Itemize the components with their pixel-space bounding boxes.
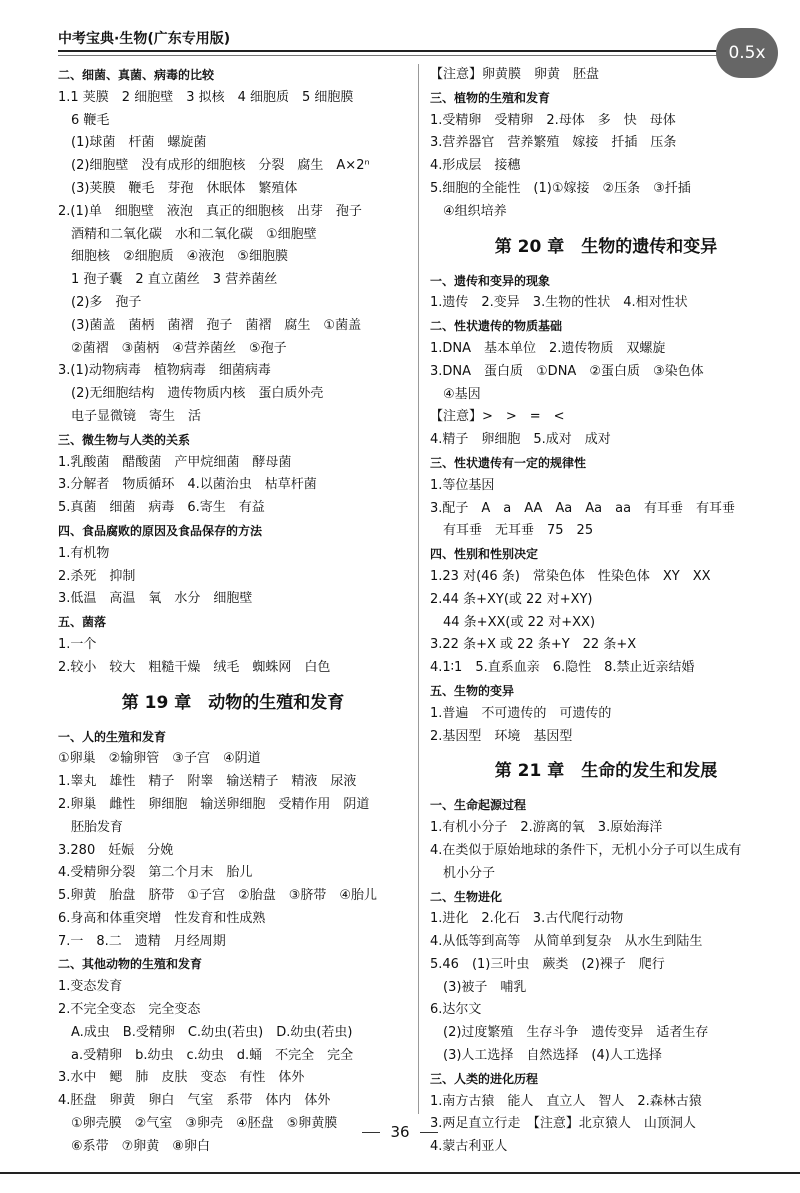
section-heading: 一、人的生殖和发育 xyxy=(58,729,167,744)
answer-line: 4.受精卵分裂 第二个月末 胎儿 xyxy=(58,865,253,881)
answer-line: 1.受精卵 受精卵 2.母体 多 快 母体 xyxy=(430,112,676,128)
answer-line: 【注意】卵黄膜 卵黄 胚盘 xyxy=(430,67,600,82)
answer-line: 酒精和二氧化碳 水和二氧化碳 ①细胞壁 xyxy=(71,226,317,242)
page-number: 36 xyxy=(390,1123,410,1141)
section-heading: 一、遗传和变异的现象 xyxy=(430,273,551,288)
answer-line: 2.44 条+XY(或 22 对+XY) xyxy=(430,591,593,607)
answer-line: 1.1 荚膜 2 细胞壁 3 拟核 4 细胞质 5 细胞膜 xyxy=(58,89,354,105)
answer-line: 2.基因型 环境 基因型 xyxy=(430,728,573,744)
chapter-title: 第 20 章 生物的遗传和变异 xyxy=(494,236,718,257)
answer-line: 1.有机小分子 2.游离的氧 3.原始海洋 xyxy=(430,820,663,836)
answer-line: (2)多 孢子 xyxy=(71,294,142,310)
answer-line: (3)人工选择 自然选择 (4)人工选择 xyxy=(443,1048,662,1064)
answer-line: 2.卵巢 雌性 卵细胞 输送卵细胞 受精作用 阴道 xyxy=(58,796,370,812)
answer-line: 机小分子 xyxy=(443,865,496,881)
answer-line: 4.从低等到高等 从简单到复杂 从水生到陆生 xyxy=(430,934,703,950)
answer-line: 1.睾丸 雄性 精子 附睾 输送精子 精液 尿液 xyxy=(58,774,357,790)
answer-line: ①卵巢 ②输卵管 ③子宫 ④阴道 xyxy=(58,751,261,767)
right-column xyxy=(430,64,782,1159)
answer-line: 44 条+XX(或 22 对+XX) xyxy=(443,614,596,630)
section-heading: 三、微生物与人类的关系 xyxy=(58,432,191,447)
book-header: 中考宝典·生物(广东专用版) xyxy=(58,31,231,47)
answer-line: 1 孢子囊 2 直立菌丝 3 营养菌丝 xyxy=(71,272,278,288)
page-number-footer xyxy=(0,1123,800,1141)
section-heading: 四、性别和性别决定 xyxy=(430,547,539,562)
answer-line: ④组织培养 xyxy=(443,203,507,219)
answer-line: 1.普遍 不可遗传的 可遗传的 xyxy=(430,705,612,721)
section-heading: 二、性状遗传的物质基础 xyxy=(430,319,563,334)
answer-line: 2.(1)单 细胞壁 液泡 真正的细胞核 出芽 孢子 xyxy=(58,203,362,219)
answer-line: 7.一 8.二 遗精 月经周期 xyxy=(58,933,226,949)
column-divider xyxy=(418,64,419,1114)
answer-line: 2.较小 较大 粗糙干燥 绒毛 蜘蛛网 白色 xyxy=(58,659,331,675)
chapter-title: 第 21 章 生命的发生和发展 xyxy=(494,761,718,782)
answer-line: 1.南方古猿 能人 直立人 智人 2.森林古猿 xyxy=(430,1093,702,1109)
answer-line: 6.达尔文 xyxy=(430,1002,482,1018)
dash-left xyxy=(362,1132,380,1133)
answer-line: 3.分解者 物质循环 4.以菌治虫 枯草杆菌 xyxy=(58,477,317,493)
header-rule xyxy=(58,50,748,52)
answer-line: 5.真菌 细菌 病毒 6.寄生 有益 xyxy=(58,500,265,516)
zoom-level-button[interactable]: 0.5x xyxy=(716,28,778,78)
left-column xyxy=(58,64,408,1159)
section-heading: 四、食品腐败的原因及食品保存的方法 xyxy=(58,523,263,538)
answer-line: 3.两足直立行走 【注意】北京猿人 山顶洞人 xyxy=(430,1116,696,1132)
answer-line: (2)无细胞结构 遗传物质内核 蛋白质外壳 xyxy=(71,386,324,402)
answer-line: ①卵壳膜 ②气室 ③卵壳 ④胚盘 ⑤卵黄膜 xyxy=(71,1116,338,1132)
answer-line: 5.卵黄 胎盘 脐带 ①子宫 ②胎盘 ③脐带 ④胎儿 xyxy=(58,888,378,904)
answer-line: 1.遗传 2.变异 3.生物的性状 4.相对性状 xyxy=(430,295,688,311)
section-heading: 一、生命起源过程 xyxy=(430,798,527,813)
answer-line: 3.营养器官 营养繁殖 嫁接 扦插 压条 xyxy=(430,135,677,151)
answer-line: 4.1∶1 5.直系血亲 6.隐性 8.禁止近亲结婚 xyxy=(430,660,695,676)
answer-line: 4.精子 卵细胞 5.成对 成对 xyxy=(430,432,611,448)
answer-line: ②菌褶 ③菌柄 ④营养菌丝 ⑤孢子 xyxy=(71,340,287,356)
answer-line: 1.有机物 xyxy=(58,545,110,561)
answer-line: 6.身高和体重突增 性发育和性成熟 xyxy=(58,910,266,926)
answer-line: 4.形成层 接穗 xyxy=(430,158,521,174)
answer-line: 有耳垂 无耳垂 75 25 xyxy=(443,523,594,539)
answer-line: 4.蒙古利亚人 xyxy=(430,1139,508,1155)
answer-line: (1)球菌 杆菌 螺旋菌 xyxy=(71,135,207,151)
answer-line: 3.水中 鳃 肺 皮肤 变态 有性 体外 xyxy=(58,1070,305,1086)
section-heading: 五、菌落 xyxy=(58,615,107,630)
answer-line: 1.变态发育 xyxy=(58,979,123,995)
section-heading: 二、生物进化 xyxy=(430,889,503,904)
answer-line: (3)被子 哺乳 xyxy=(443,979,527,995)
answer-line: 1.进化 2.化石 3.古代爬行动物 xyxy=(430,911,624,927)
footer-rule xyxy=(0,1172,800,1174)
header-rule-thin xyxy=(58,55,748,56)
answer-line: 胚胎发育 xyxy=(71,819,124,835)
answer-line: 1.23 对(46 条) 常染色体 性染色体 XY XX xyxy=(430,568,711,584)
answer-line: 3.(1)动物病毒 植物病毒 细菌病毒 xyxy=(58,363,271,379)
answer-line: 3.低温 高温 氧 水分 细胞壁 xyxy=(58,591,253,607)
answer-line: 5.46 (1)三叶虫 蕨类 (2)裸子 爬行 xyxy=(430,956,665,972)
answer-line: 6 鞭毛 xyxy=(71,112,110,128)
section-heading: 二、其他动物的生殖和发育 xyxy=(58,957,203,972)
answer-line: 1.一个 xyxy=(58,636,97,652)
section-heading: 三、植物的生殖和发育 xyxy=(430,90,551,105)
answer-line: 1.乳酸菌 醋酸菌 产甲烷细菌 酵母菌 xyxy=(58,454,292,470)
answer-line: 3.配子 A a AA Aa Aa aa 有耳垂 有耳垂 xyxy=(430,500,736,516)
dash-right xyxy=(420,1132,438,1133)
answer-line: 4.在类似于原始地球的条件下，无机小分子可以生成有 xyxy=(430,842,742,858)
answer-line: (3)菌盖 菌柄 菌褶 孢子 菌褶 腐生 ①菌盖 xyxy=(71,317,362,333)
answer-line: (2)过度繁殖 生存斗争 遗传变异 适者生存 xyxy=(443,1025,709,1041)
answer-line: 1.DNA 基本单位 2.遗传物质 双螺旋 xyxy=(430,340,666,356)
answer-line: 5.细胞的全能性 (1)①嫁接 ②压条 ③扦插 xyxy=(430,180,691,196)
section-heading: 三、人类的进化历程 xyxy=(430,1071,539,1086)
answer-line: A.成虫 B.受精卵 C.幼虫(若虫) D.幼虫(若虫) xyxy=(71,1024,353,1040)
section-heading: 五、生物的变异 xyxy=(430,683,515,698)
answer-line: a.受精卵 b.幼虫 c.幼虫 d.蛹 不完全 完全 xyxy=(71,1047,354,1063)
answer-line: 【注意】> > = < xyxy=(430,409,565,425)
answer-line: 2.不完全变态 完全变态 xyxy=(58,1002,201,1018)
section-heading: 二、细菌、真菌、病毒的比较 xyxy=(58,68,215,82)
answer-line: (2)细胞壁 没有成形的细胞核 分裂 腐生 A×2ⁿ xyxy=(71,158,370,174)
section-heading: 三、性状遗传有一定的规律性 xyxy=(430,455,587,470)
answer-line: 电子显微镜 寄生 活 xyxy=(71,408,202,424)
answer-line: 2.杀死 抑制 xyxy=(58,568,136,584)
answer-line: 1.等位基因 xyxy=(430,477,495,493)
answer-line: (3)荚膜 鞭毛 芽孢 休眠体 繁殖体 xyxy=(71,180,298,196)
answer-line: 细胞核 ②细胞质 ④液泡 ⑤细胞膜 xyxy=(71,249,288,265)
answer-line: 3.22 条+X 或 22 条+Y 22 条+X xyxy=(430,637,637,653)
answer-line: 4.胚盘 卵黄 卵白 气室 系带 体内 体外 xyxy=(58,1093,331,1109)
answer-line: 3.280 妊娠 分娩 xyxy=(58,842,174,858)
answer-line: ⑥系带 ⑦卵黄 ⑧卵白 xyxy=(71,1138,210,1154)
answer-line: ④基因 xyxy=(443,386,481,402)
answer-line: 3.DNA 蛋白质 ①DNA ②蛋白质 ③染色体 xyxy=(430,363,704,379)
chapter-title: 第 19 章 动物的生殖和发育 xyxy=(121,692,345,713)
